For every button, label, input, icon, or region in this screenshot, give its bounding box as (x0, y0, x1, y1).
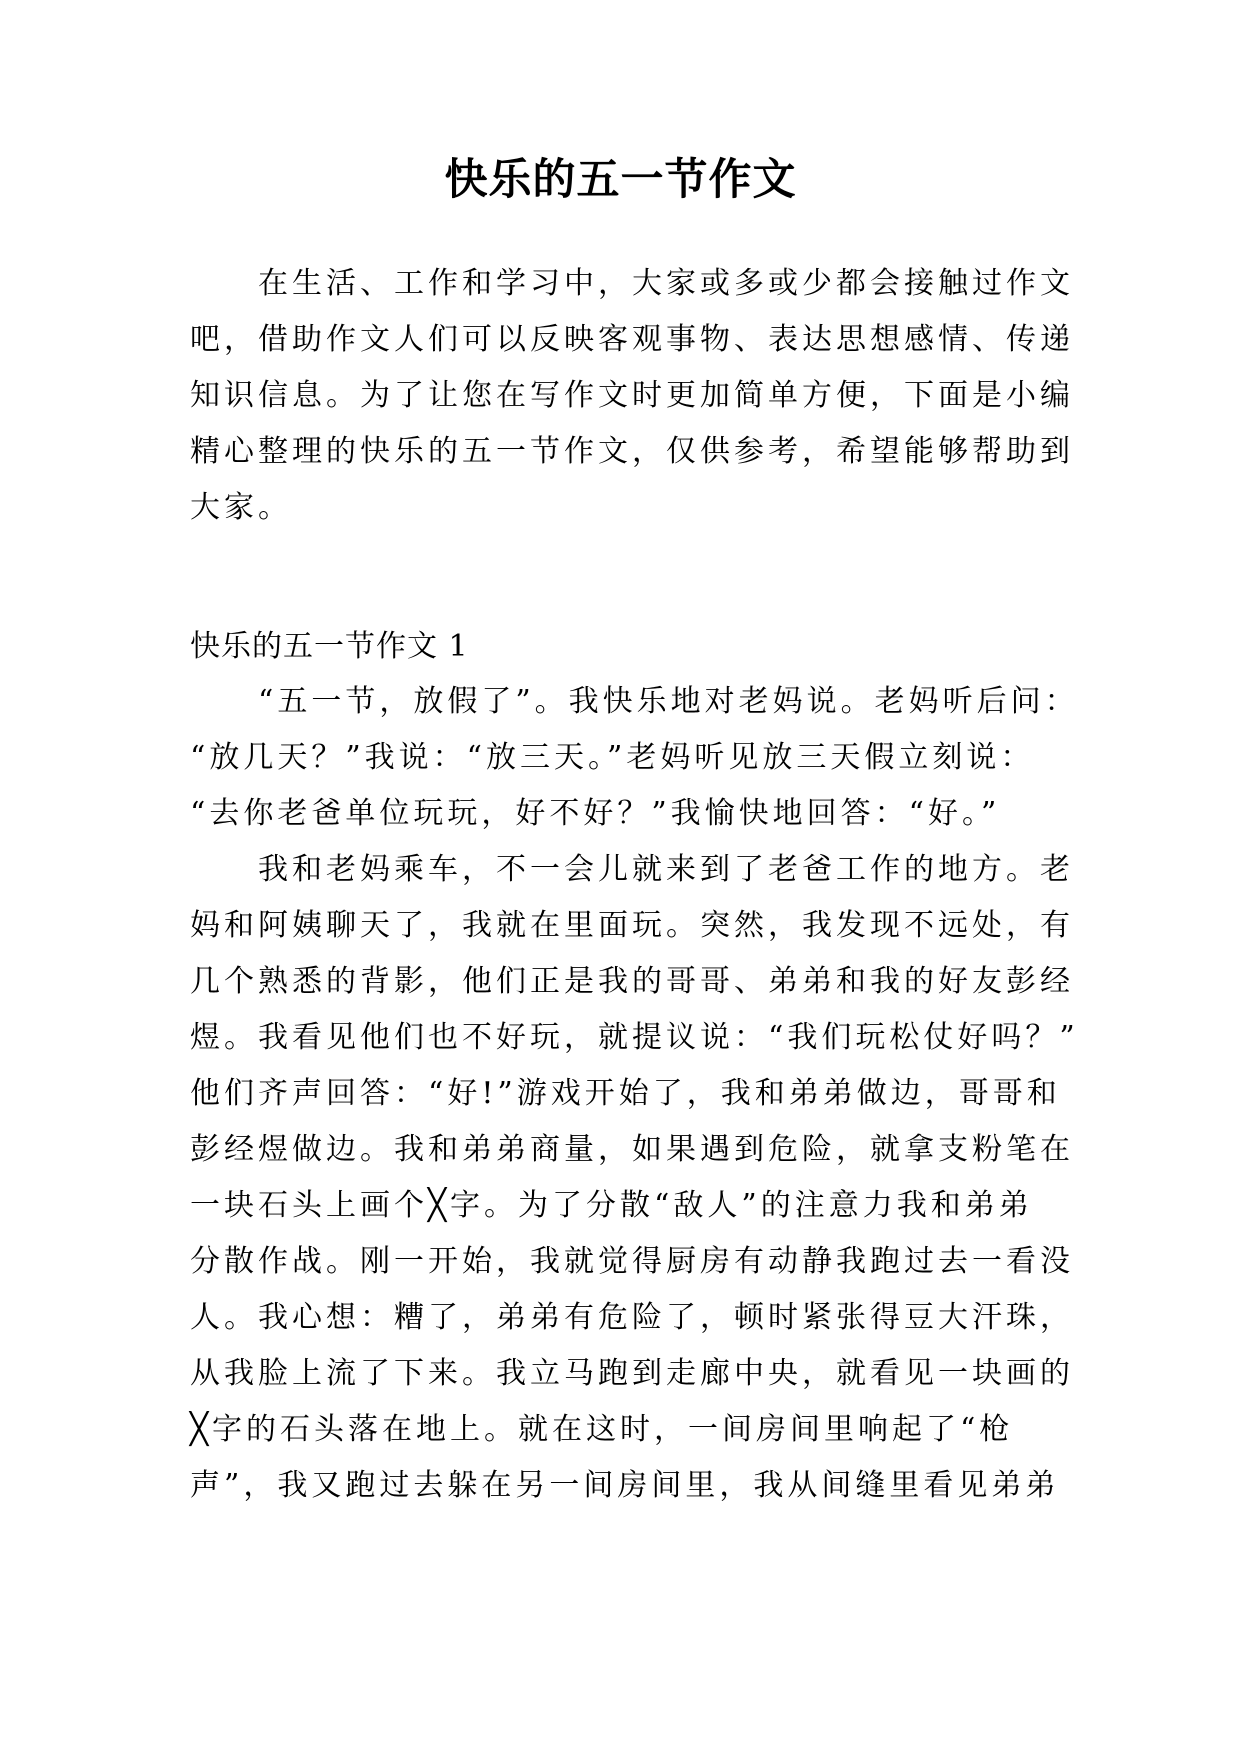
body-line: 人。我心想：糟了，弟弟有危险了，顿时紧张得豆大汗珠， (190, 1300, 1074, 1335)
intro-line: 精心整理的快乐的五一节作文，仅供参考，希望能够帮助到 (190, 434, 1074, 469)
body-line: 分散作战。刚一开始，我就觉得厨房有动静我跑过去一看没 (190, 1244, 1074, 1279)
body-line: ╳字的石头落在地上。就在这时，一间房间里响起了“枪 (190, 1412, 1014, 1447)
section-heading: 快乐的五一节作文 1 (190, 629, 469, 664)
intro-line: 吧，借助作文人们可以反映客观事物、表达思想感情、传递 (190, 322, 1074, 357)
intro-line: 在生活、工作和学习中，大家或多或少都会接触过作文 (258, 266, 1074, 301)
body-line: 我和老妈乘车，不一会儿就来到了老爸工作的地方。老 (258, 852, 1074, 887)
body-line: 煜。我看见他们也不好玩，就提议说：“我们玩松仗好吗？” (190, 1020, 1079, 1055)
body-line: “五一节，放假了”。我快乐地对老妈说。老妈听后问： (258, 684, 1079, 719)
body-line: “去你老爸单位玩玩，好不好？”我愉快地回答：“好。” (190, 796, 1001, 831)
body-line: 从我脸上流了下来。我立马跑到走廊中央，就看见一块画的 (190, 1356, 1074, 1391)
body-line: 几个熟悉的背影，他们正是我的哥哥、弟弟和我的好友彭经 (190, 964, 1074, 999)
body-line: “放几天？”我说：“放三天。”老妈听见放三天假立刻说： (190, 740, 1035, 775)
intro-line: 知识信息。为了让您在写作文时更加简单方便，下面是小编 (190, 378, 1074, 413)
document-title: 快乐的五一节作文 (444, 155, 797, 205)
body-line: 他们齐声回答：“好!”游戏开始了，我和弟弟做边，哥哥和 (190, 1076, 1061, 1111)
body-line: 妈和阿姨聊天了，我就在里面玩。突然，我发现不远处，有 (190, 908, 1074, 943)
intro-line: 大家。 (190, 490, 292, 525)
body-line: 声”，我又跑过去躲在另一间房间里，我从间缝里看见弟弟 (190, 1468, 1060, 1503)
body-line: 一块石头上画个╳字。为了分散“敌人”的注意力我和弟弟 (190, 1188, 1033, 1223)
body-line: 彭经煜做边。我和弟弟商量，如果遇到危险，就拿支粉笔在 (190, 1132, 1074, 1167)
